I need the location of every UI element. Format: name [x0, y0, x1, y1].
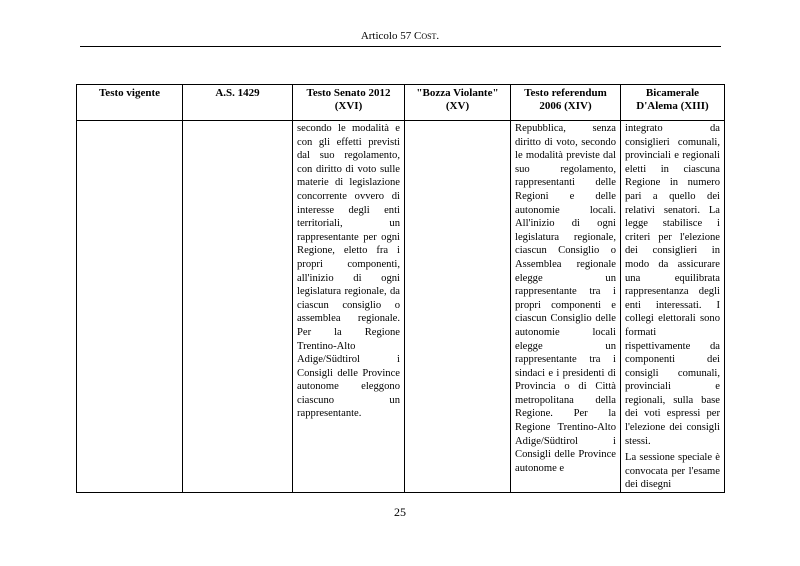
cell-testo-referendum-2006: Repubblica, senza diritto di voto, secondo le modalità previste dal suo regolamento, rappresentanti delle Regioni e delle autonomie locali. All'inizio di ogni legislatura regionale, ciascun Consiglio o Assemblea regionale elegge un rappresentante tra i propri componenti e ciascun Consiglio delle autonomie locali elegge un rappresentante tra i sindaci e i presidenti di Provincia o di Città metropolitana della Regione. Per la Regione Trentino-Alto Adige/Südtirol i Consigli delle Province autonome e [511, 121, 621, 493]
cell-testo-senato-2012: secondo le modalità e con gli effetti previsti dal suo regolamento, con diritto di voto sulle materie di legislazione concorrente ovvero di interesse degli enti territoriali, un rappresentante per ogni Regione, eletto fra i propri componenti, all'inizio di ogni legislatura regionale, da ciascun consiglio o assemblea regionale. Per la Regione Trentino-Alto Adige/Südtirol i Consigli delle Province autonome eleggono ciascuno un rappresentante. [293, 121, 405, 493]
table-header-row [77, 85, 725, 121]
header-bicamerale-dalema: Bicamerale D'Alema (XIII) [621, 85, 725, 121]
header-testo-senato-2012: Testo Senato 2012 (XVI) [293, 85, 405, 121]
header-rule [80, 46, 721, 47]
header-cost: Cost. [413, 30, 440, 42]
header-article: Articolo 57 [360, 30, 412, 42]
table-row [77, 121, 725, 493]
cell-testo-vigente [77, 121, 183, 493]
header-bozza-violante: "Bozza Violante" (XV) [405, 85, 511, 121]
cell-bozza-violante [405, 121, 511, 493]
cell-bicamerale-dalema [621, 121, 725, 493]
header-as-1429: A.S. 1429 [183, 85, 293, 121]
cell-as-1429 [183, 121, 293, 493]
bicamerale-paragraph-2: La sessione speciale è convocata per l'esame dei disegni [625, 452, 720, 491]
page-number: 25 [394, 505, 406, 519]
header-testo-referendum-2006: Testo referendum 2006 (XIV) [511, 85, 621, 121]
bicamerale-paragraph-1: integrato da consiglieri comunali, provinciali e regionali eletti in ciascuna Regione in numero pari a quello dei relativi senatori. La legge stabilisce i criteri per l'elezione dei consiglieri in modo da assicurare una equilibrata rappresentanza degli enti interessati. I collegi elettorali sono formati rispettivamente da componenti dei consigli comunali, provinciali e regionali, sulla base dei voti espressi per l'elezione dei consigli stessi. [625, 123, 720, 447]
header-testo-vigente: Testo vigente [77, 85, 183, 121]
running-header [0, 30, 800, 42]
comparison-table [76, 84, 725, 493]
